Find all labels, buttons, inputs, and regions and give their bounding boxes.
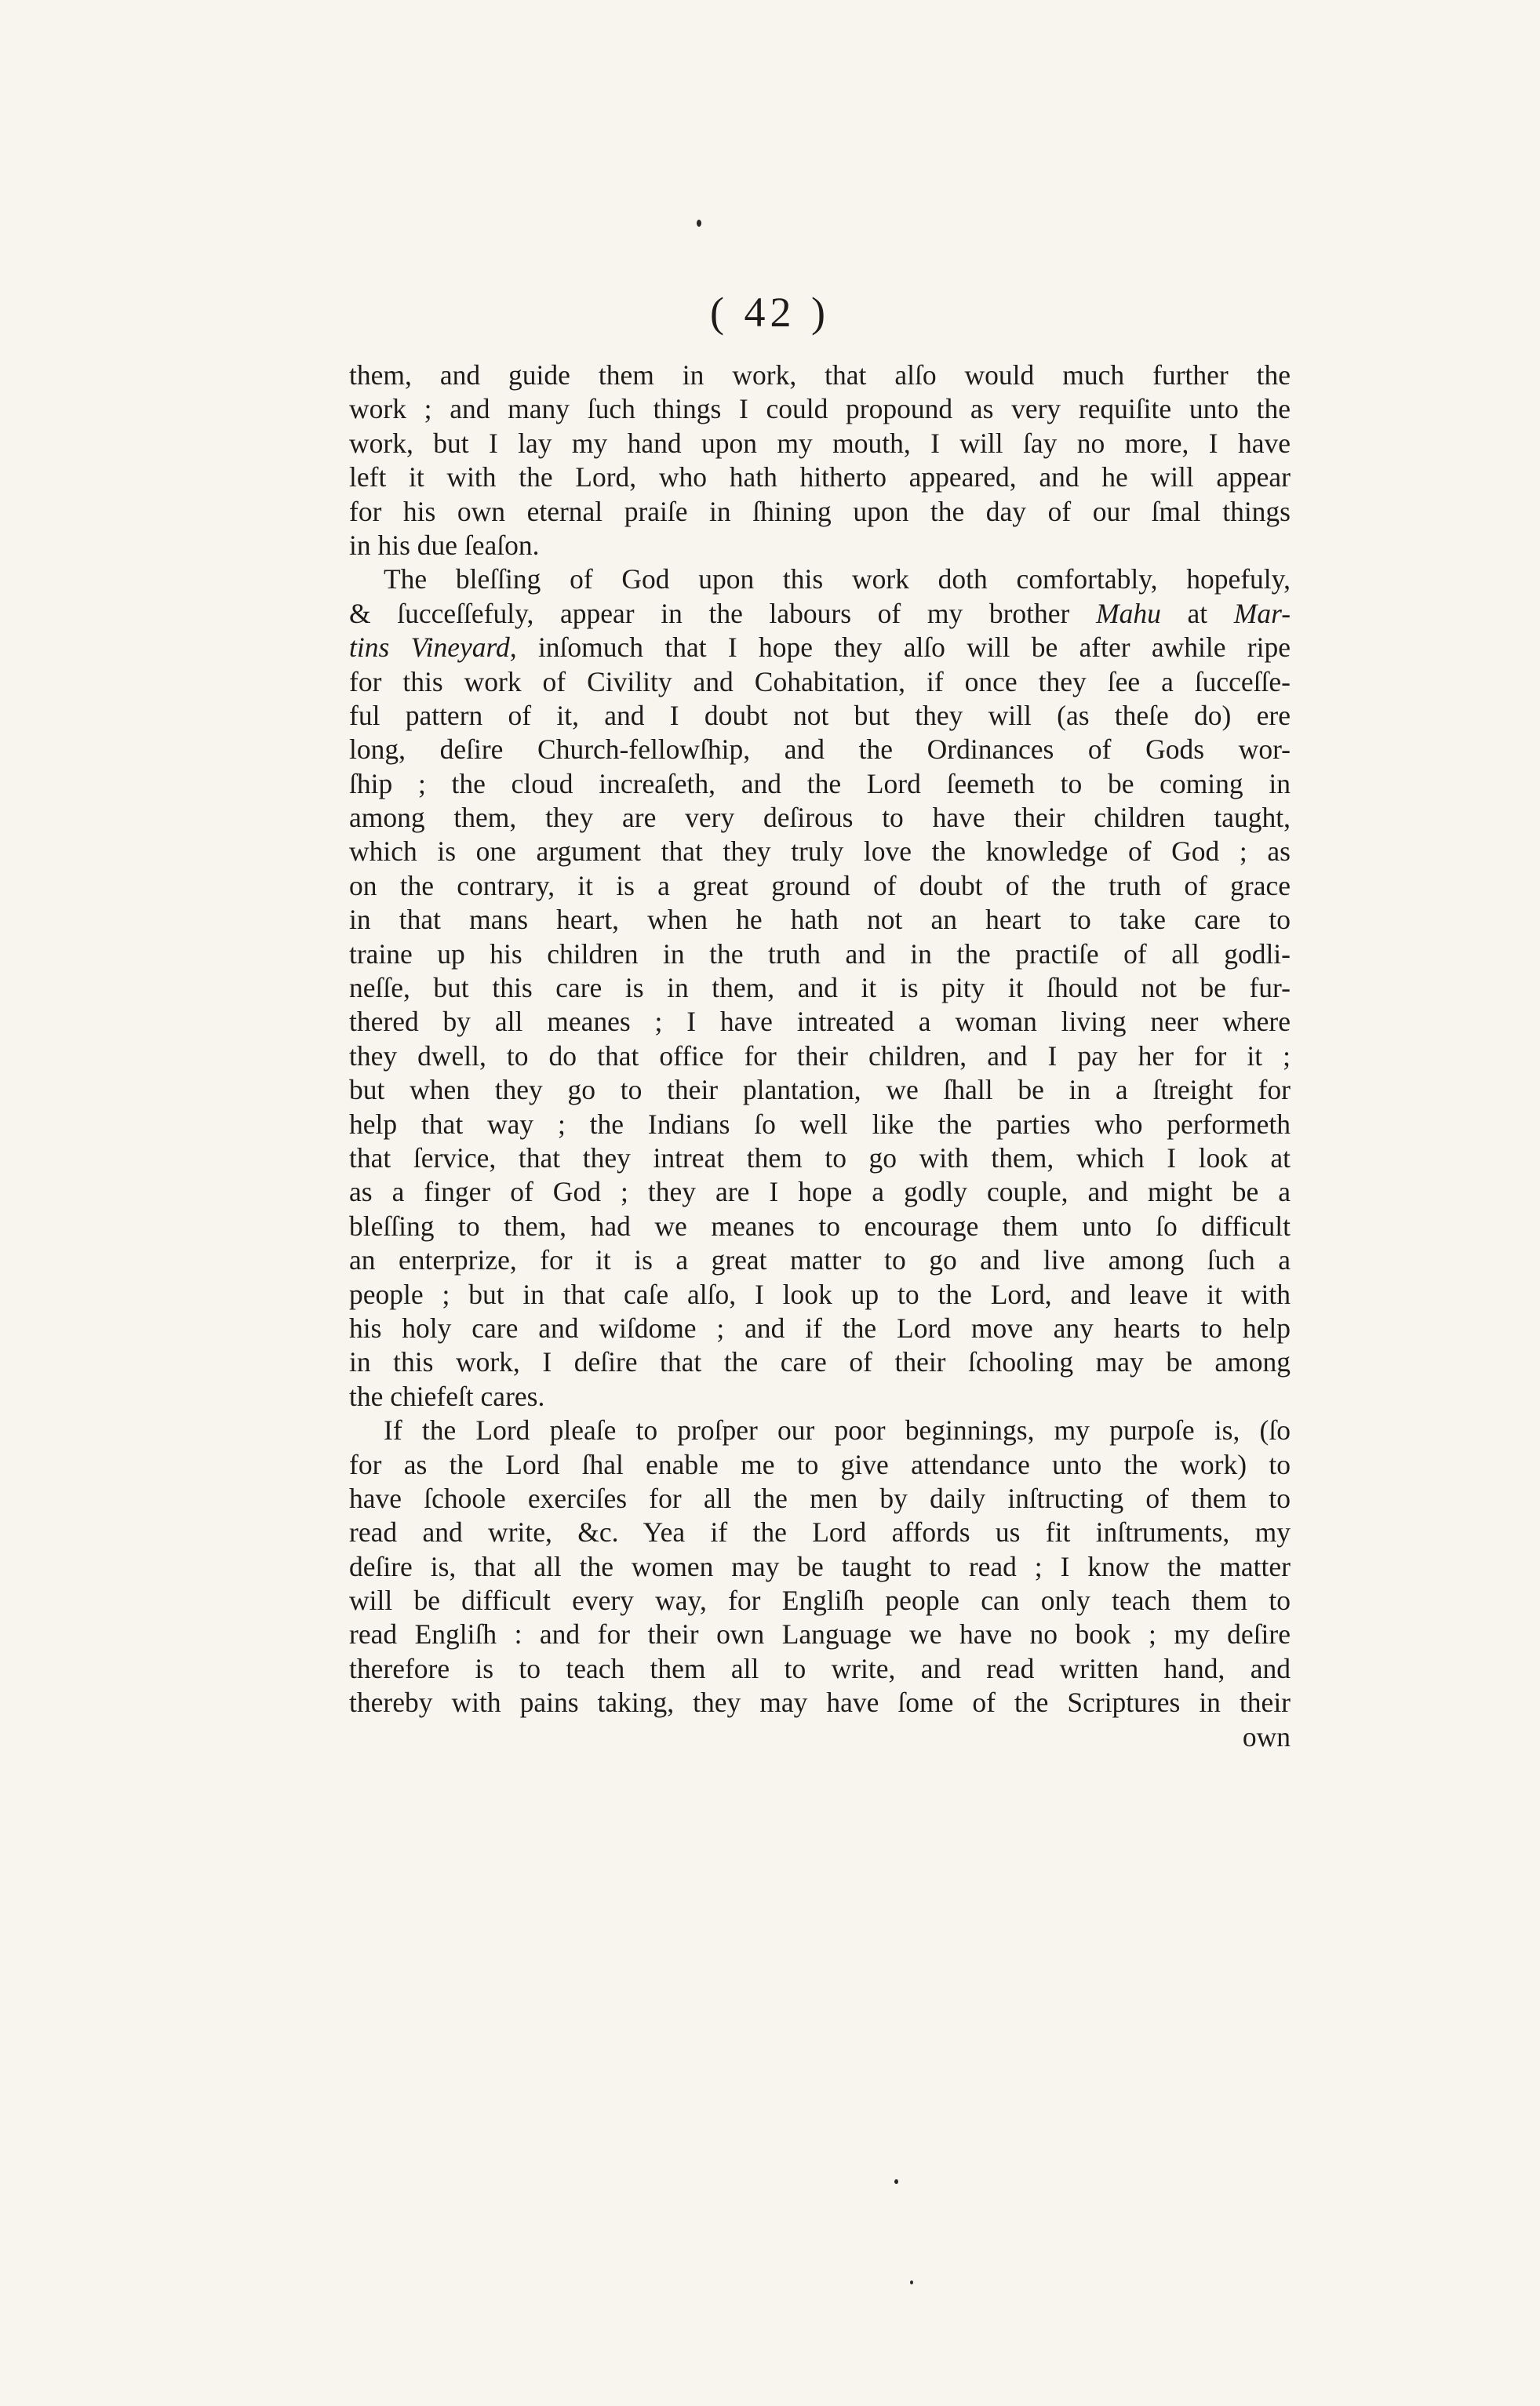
text-line: will be difficult every way, for Engliſh people can only teach them to <box>349 1585 1291 1617</box>
place-name: tins Vineyard, <box>349 632 517 664</box>
text-line: left it with the Lord, who hath hitherto appeared, and he will appear <box>349 461 1291 493</box>
text-line: thered by all meanes ; I have intreated a woman living neer where <box>349 1006 1291 1038</box>
text-line: read and write, &c. Yea if the Lord affords us fit inſtruments, my <box>349 1516 1291 1549</box>
page-number: ( 42 ) <box>710 289 830 336</box>
text-line: people ; but in that caſe alſo, I look up to the Lord, and leave it with <box>349 1278 1291 1310</box>
ink-speck <box>894 2179 898 2184</box>
catchword: own <box>1242 1720 1291 1753</box>
text-line: an enterprize, for it is a great matter to go and live among ſuch a <box>349 1244 1291 1276</box>
text-line: in his due ſeaſon. <box>349 529 540 561</box>
text-line: ful pattern of it, and I doubt not but they will (as theſe do) ere <box>349 699 1291 731</box>
text-line: on the contrary, it is a great ground of doubt of the truth of grace <box>349 869 1291 901</box>
text-line: in this work, I deſire that the care of their ſchooling may be among <box>349 1346 1291 1378</box>
text-line: read Engliſh : and for their own Language we have no book ; my deſire <box>349 1618 1291 1651</box>
text-line: them, and guide them in work, that alſo would much further the <box>349 359 1291 391</box>
ink-speck <box>910 2280 913 2284</box>
text-line: If the Lord pleaſe to proſper our poor beginnings, my purpoſe is, (ſo <box>384 1414 1291 1447</box>
text-line: bleſſing to them, had we meanes to encourage them unto ſo difficult <box>349 1210 1291 1242</box>
text-line: which is one argument that they truly love the knowledge of God ; as <box>349 835 1291 868</box>
text-line: they dwell, to do that office for their children, and I pay her for it ; <box>349 1039 1291 1072</box>
text-line: The bleſſing of God upon this work doth comfortably, hopefuly, <box>384 563 1291 595</box>
text-line: ſhip ; the cloud increaſeth, and the Lord ſeemeth to be coming in <box>349 767 1291 799</box>
ink-speck <box>697 220 701 227</box>
text-line <box>349 597 1291 631</box>
text-line: for his own eternal praiſe in ſhining upon the day of our ſmal things <box>349 495 1291 527</box>
text-line: work ; and many ſuch things I could propound as very requiſite unto the <box>349 393 1291 425</box>
text-line: but when they go to their plantation, we ſhall be in a ſtreight for <box>349 1074 1291 1106</box>
text-line <box>349 631 1291 664</box>
text-line: among them, they are very deſirous to have their children taught, <box>349 802 1291 834</box>
place-name: Mar- <box>1233 597 1291 629</box>
text-line: therefore is to teach them all to write, and read written hand, and <box>349 1652 1291 1684</box>
text-line: thereby with pains taking, they may have ſome of the Scriptures in their <box>349 1687 1291 1719</box>
text-line: long, deſire Church-fellowſhip, and the Ordinances of Gods wor- <box>349 733 1291 766</box>
text-line: as a finger of God ; they are I hope a godly couple, and might be a <box>349 1176 1291 1208</box>
text-line: work, but I lay my hand upon my mouth, I will ſay no more, I have <box>349 427 1291 459</box>
text-line: for as the Lord ſhal enable me to give attendance unto the work) to <box>349 1448 1291 1480</box>
text-line: deſire is, that all the women may be taught to read ; I know the matter <box>349 1550 1291 1582</box>
text-line: that ſervice, that they intreat them to go with them, which I look at <box>349 1141 1291 1174</box>
text-line: help that way ; the Indians ſo well like the parties who performeth <box>349 1108 1291 1140</box>
text-line: traine up his children in the truth and in the practiſe of all godli- <box>349 937 1291 970</box>
text-line: the chiefeſt cares. <box>349 1380 545 1412</box>
text-span: at <box>1187 597 1208 629</box>
name-mahu: Mahu <box>1096 597 1161 629</box>
text-line: neſſe, but this care is in them, and it is pity it ſhould not be fur- <box>349 972 1291 1004</box>
text-span: & ſucceſſefuly, appear in the labours of my brother <box>349 597 1070 629</box>
text-line: have ſchoole exerciſes for all the men by daily inſtructing of them to <box>349 1482 1291 1514</box>
body-text <box>349 359 1291 1754</box>
text-line: his holy care and wiſdome ; and if the Lord move any hearts to help <box>349 1312 1291 1344</box>
text-line: in that mans heart, when he hath not an heart to take care to <box>349 904 1291 936</box>
text-span: inſomuch that I hope they alſo will be after awhile ripe <box>537 632 1291 664</box>
text-line: for this work of Civility and Cohabitation, if once they ſee a ſucceſſe- <box>349 665 1291 697</box>
